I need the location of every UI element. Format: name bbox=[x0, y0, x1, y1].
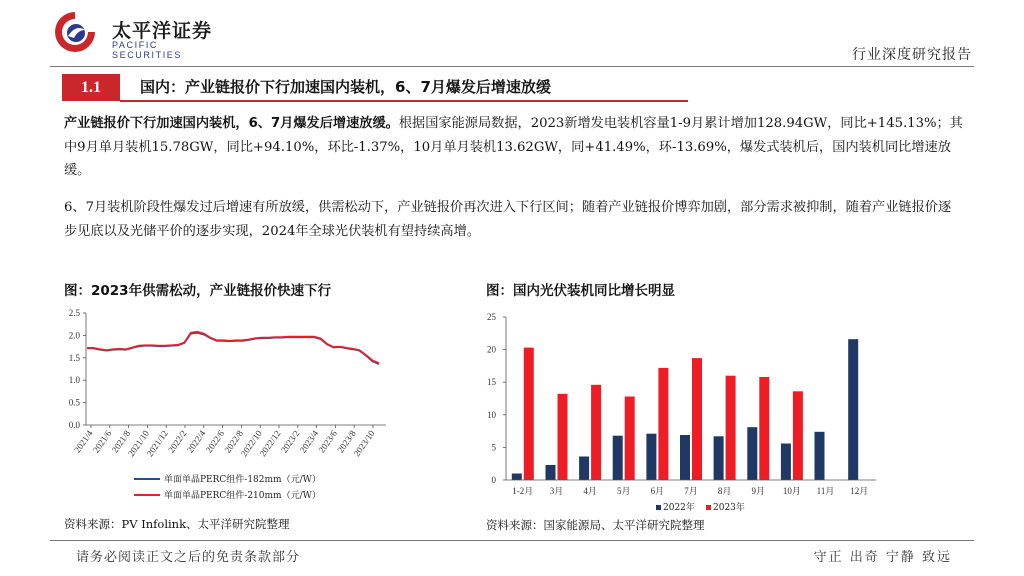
chart-1-source: 资料来源：PV Infolink、太平洋研究院整理 bbox=[64, 517, 290, 531]
bar-2022 bbox=[747, 427, 757, 480]
chart-1-x-tick-label: 2021/12 bbox=[144, 428, 170, 459]
chart-1-x-tick-label: 2021/10 bbox=[125, 428, 152, 459]
price-line-chart bbox=[56, 305, 396, 505]
chart-1-x-axis bbox=[72, 425, 386, 458]
bar-2022 bbox=[579, 457, 589, 481]
bar-2022 bbox=[546, 465, 556, 480]
bar-2022 bbox=[680, 435, 690, 480]
chart-1-x-tick-label: 2023/6 bbox=[316, 428, 340, 455]
bar-2022 bbox=[815, 432, 825, 480]
chart-2-legend bbox=[656, 501, 745, 513]
paragraph-1-lead: 产业链报价下行加速国内装机，6、7月爆发后增速放缓。 bbox=[64, 116, 399, 131]
chart-2-legend-swatch bbox=[706, 505, 711, 510]
chart-1-x-tick-label: 2022/2 bbox=[166, 428, 189, 455]
bar-2022 bbox=[714, 436, 724, 480]
chart-1-series bbox=[87, 332, 379, 364]
chart-1-x-tick-label: 2023/2 bbox=[278, 428, 302, 455]
chart-2-x-tick-label: 10月 bbox=[782, 486, 801, 496]
bar-2023 bbox=[591, 385, 601, 480]
bar-2023 bbox=[726, 376, 736, 480]
chart-2-y-tick-label: 20 bbox=[487, 344, 496, 355]
chart-2-title: 图：国内光伏装机同比增长明显 bbox=[486, 283, 675, 299]
installation-bar-chart bbox=[478, 305, 898, 515]
chart-2-x-tick-label: 8月 bbox=[717, 486, 732, 496]
bar-2022 bbox=[512, 474, 522, 481]
bar-2023 bbox=[759, 377, 769, 480]
header-divider bbox=[50, 66, 974, 67]
chart-1-title: 图：2023年供需松动，产业链报价快速下行 bbox=[64, 283, 332, 299]
chart-2-legend-swatch bbox=[656, 505, 661, 510]
bar-2023 bbox=[558, 394, 568, 480]
chart-2-x-tick-label: 5月 bbox=[616, 486, 631, 496]
chart-1-y-tick-label: 2.0 bbox=[68, 330, 80, 341]
section-number: 1.1 bbox=[62, 74, 120, 101]
paragraph-2: 6、7月装机阶段性爆发过后增速有所放缓，供需松动下，产业链报价再次进入下行区间；随着产业链报价博弈加剧，部分需求被抑制，随着产业链报价逐步见底以及光储平价的逐步实现，2024年全球光伏装机有望持续高增。 bbox=[64, 200, 952, 239]
chart-1-x-tick-label: 2023/10 bbox=[351, 428, 377, 459]
logo-chinese-name: 太平洋证券 bbox=[112, 20, 213, 42]
chart-1-legend-label: 单面单晶PERC组件-182mm（元/W） bbox=[164, 475, 321, 485]
bar-2022 bbox=[613, 436, 623, 480]
chart-1-x-tick-label: 2023/4 bbox=[297, 428, 321, 455]
chart-1-y-tick-label: 1.0 bbox=[68, 375, 80, 386]
report-type-label: 行业深度研究报告 bbox=[852, 47, 972, 63]
chart-1-legend bbox=[134, 473, 321, 501]
chart-1-x-tick-label: 2022/12 bbox=[257, 428, 283, 459]
chart-1-x-tick-label: 2022/8 bbox=[222, 428, 246, 455]
logo-english-name: PACIFIC SECURITIES bbox=[112, 40, 183, 60]
footer-divider bbox=[50, 540, 974, 541]
bar-2022 bbox=[781, 444, 791, 481]
chart-1-y-tick-label: 0.5 bbox=[68, 397, 80, 408]
chart-2-x-tick-label: 7月 bbox=[684, 486, 698, 496]
chart-2-source: 资料来源：国家能源局、太平洋研究院整理 bbox=[486, 518, 705, 532]
chart-2-legend-label: 2022年 bbox=[663, 503, 695, 513]
section-title: 国内：产业链报价下行加速国内装机，6、7月爆发后增速放缓 bbox=[140, 78, 551, 96]
section-heading bbox=[62, 74, 688, 102]
footer-motto: 守正 出奇 宁静 致远 bbox=[813, 550, 952, 565]
chart-1-legend-label: 单面单晶PERC组件-210mm（元/W） bbox=[164, 491, 321, 501]
chart-1-x-tick-label: 2021/6 bbox=[90, 428, 114, 455]
chart-1-y-tick-label: 0.0 bbox=[68, 420, 80, 430]
bar-2023 bbox=[524, 348, 534, 480]
pacific-logo-icon bbox=[50, 8, 100, 56]
bar-2023 bbox=[625, 397, 635, 481]
chart-2-x-axis bbox=[506, 480, 876, 496]
chart-1-y-tick-label: 1.5 bbox=[68, 352, 80, 363]
bar-2022 bbox=[646, 434, 656, 480]
paragraph-1-body: 根据国家能源局数据，2023新增发电装机容量1-9月累计增加128.94GW，同比+145.13%；其中9月单月装机15.78GW，同比+94.10%，环比-1.37%，10月单月装机13.62GW，同+41.49%，环-13.69%，爆发式装机后，国内装机同比增速放缓。 bbox=[64, 116, 963, 178]
chart-1-y-tick-label: 2.5 bbox=[68, 308, 80, 318]
chart-1-x-tick-label: 2023/8 bbox=[335, 428, 358, 455]
chart-2-y-tick-label: 25 bbox=[487, 312, 496, 322]
bar-2023 bbox=[692, 358, 702, 480]
chart-1-y-axis bbox=[69, 308, 86, 430]
chart-2-y-tick-label: 5 bbox=[491, 442, 496, 453]
bar-2023 bbox=[658, 368, 668, 480]
chart-2-x-tick-label: 1-2月 bbox=[512, 486, 534, 496]
chart-2-x-tick-label: 4月 bbox=[583, 486, 597, 496]
chart-2-y-tick-label: 0 bbox=[491, 475, 496, 485]
chart-1-x-tick-label: 2022/10 bbox=[238, 428, 264, 459]
bar-2023 bbox=[793, 391, 803, 480]
chart-1-x-tick-label: 2021/8 bbox=[109, 428, 133, 455]
chart-2-y-tick-label: 15 bbox=[487, 377, 496, 388]
chart-2-x-tick-label: 3月 bbox=[549, 486, 564, 496]
chart-2-y-tick-label: 10 bbox=[487, 409, 496, 420]
chart-2-x-tick-label: 11月 bbox=[816, 486, 835, 496]
chart-2-x-tick-label: 6月 bbox=[650, 486, 665, 496]
chart-2-x-tick-label: 9月 bbox=[751, 486, 766, 496]
chart-2-bars bbox=[512, 339, 858, 480]
footer-disclaimer: 请务必阅读正文之后的免责条款部分 bbox=[76, 550, 301, 565]
company-logo bbox=[50, 8, 230, 60]
bar-2022 bbox=[848, 339, 858, 480]
chart-1-x-tick-label: 2022/4 bbox=[184, 428, 208, 455]
chart-2-x-tick-label: 12月 bbox=[850, 486, 869, 496]
paragraph-1 bbox=[64, 112, 964, 183]
series-210mm-line bbox=[87, 332, 379, 363]
chart-1-x-tick-label: 2021/4 bbox=[72, 428, 95, 455]
chart-1-x-tick-label: 2022/6 bbox=[203, 428, 227, 455]
section-underline bbox=[120, 100, 688, 102]
chart-2-y-axis bbox=[487, 312, 506, 485]
chart-2-legend-label: 2023年 bbox=[713, 503, 745, 513]
